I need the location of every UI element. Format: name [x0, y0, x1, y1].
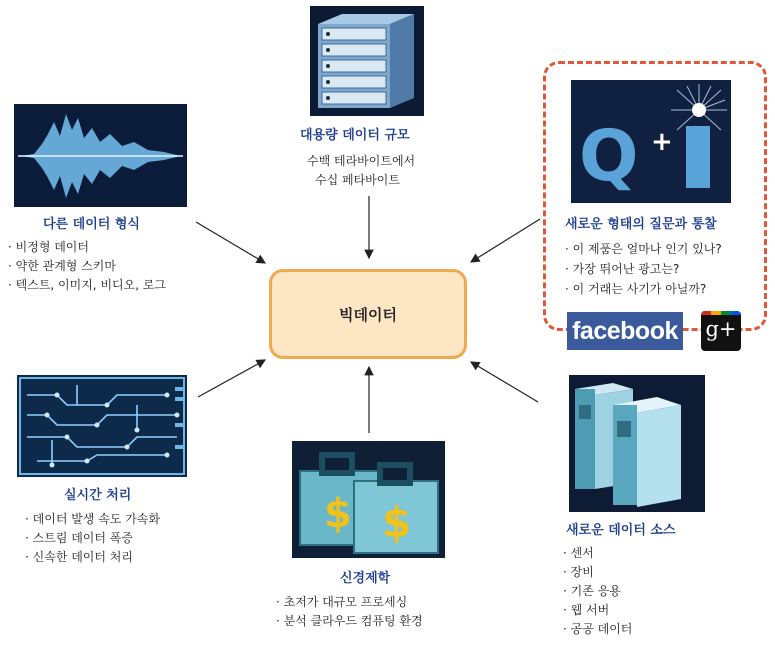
left-top-title: 다른 데이터 형식 [43, 217, 140, 232]
question-plus-info-icon [571, 80, 731, 203]
left-bottom-line-2: · 스트림 데이터 폭증 [25, 531, 133, 545]
googleplus-logo-text: g+ [705, 317, 737, 341]
right-top-title: 새로운 형태의 질문과 통찰 [565, 217, 717, 232]
left-bottom-line-1: · 데이터 발생 속도 가속화 [25, 512, 160, 526]
bottom-line-2: · 분석 클라우드 컴퓨팅 환경 [276, 614, 423, 628]
arrow-from-right-top [471, 219, 540, 262]
storage-server-icon [569, 375, 705, 512]
right-bottom-line-5: · 공공 데이터 [563, 622, 633, 636]
googleplus-logo [701, 311, 741, 351]
right-bottom-line-2: · 장비 [563, 565, 594, 579]
left-bottom-title: 실시간 처리 [64, 488, 132, 503]
bottom-line-1: · 초저가 대규모 프로세싱 [276, 595, 408, 609]
center-label: 빅데이터 [339, 305, 397, 324]
waveform-icon [14, 104, 187, 207]
right-bottom-line-4: · 웹 서버 [563, 603, 610, 617]
right-top-line-2: · 가장 뛰어난 광고는? [565, 262, 680, 276]
svg-text:$: $ [382, 498, 412, 547]
top-title: 대용량 데이터 규모 [300, 128, 410, 143]
right-top-line-1: · 이 제품은 얼마나 인기 있나? [565, 242, 722, 256]
right-bottom-line-1: · 센서 [563, 546, 594, 560]
bottom-title: 신경제학 [340, 571, 391, 586]
arrow-from-right-bottom [471, 362, 538, 402]
left-top-line-3: · 텍스트, 이미지, 비디오, 로그 [8, 278, 167, 292]
svg-text:Q: Q [579, 115, 639, 197]
left-top-line-1: · 비정형 데이터 [8, 240, 89, 254]
center-node [269, 269, 467, 359]
arrow-from-left-bottom [198, 360, 265, 397]
arrow-from-left-top [196, 222, 265, 263]
svg-text:$: $ [324, 491, 352, 537]
left-top-line-2: · 약한 관계형 스키마 [8, 259, 116, 273]
money-briefcase-icon [292, 441, 445, 558]
circuit-board-icon [17, 375, 187, 477]
svg-text:+: + [651, 127, 673, 157]
right-bottom-line-3: · 기존 응용 [563, 584, 621, 598]
left-bottom-line-3: · 신속한 데이터 처리 [25, 550, 133, 564]
top-line-1: 수백 테라바이트에서 [307, 154, 416, 168]
top-line-2: 수십 페타바이트 [315, 173, 400, 187]
right-top-line-3: · 이 거래는 사기가 아닐까? [565, 282, 707, 296]
facebook-logo [567, 312, 683, 350]
right-bottom-title: 새로운 데이터 소스 [566, 523, 676, 538]
facebook-logo-text: facebook [572, 316, 678, 345]
server-rack-icon [310, 6, 424, 116]
